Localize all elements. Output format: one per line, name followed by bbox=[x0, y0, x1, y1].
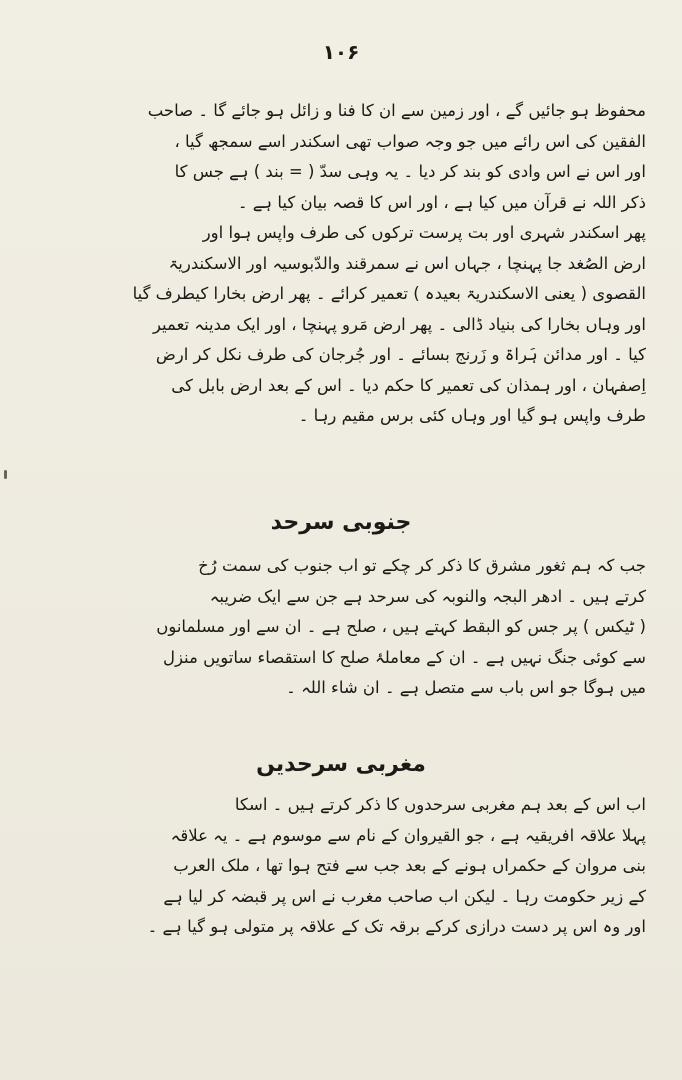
section-heading-southern-border: جنوبی سرحد bbox=[270, 510, 412, 535]
paragraph-block-2 bbox=[58, 551, 646, 704]
paragraph-block-3 bbox=[58, 790, 646, 943]
text-line: طرف واپس ہو گیا اور وہاں کئی برس مقیم رہا ۔ bbox=[298, 406, 646, 425]
text-line: سے کوئی جنگ نہیں ہے ۔ ان کے معاملۂ صلح کا استقصاء ساتویں منزل bbox=[162, 647, 646, 667]
text-line: اور وہاں بخارا کی بنیاد ڈالی ۔ پھر ارض مَرو پہنچا ، اور ایک مدینہ تعمیر bbox=[152, 314, 646, 334]
text-line: محفوظ ہو جائیں گے ، اور زمین سے ان کا فنا و زائل ہو جائے گا ۔ صاحب bbox=[147, 101, 646, 120]
text-line: الفقین کی اس رائے میں جو وجہ صواب تھی اسکندر اسے سمجھ گیا ، bbox=[174, 131, 646, 151]
text-line: اِصفہان ، اور ہمذان کی تعمیر کا حکم دیا ۔ اس کے بعد ارض بابل کی bbox=[171, 375, 646, 395]
page-number: ۱۰۶ bbox=[322, 40, 360, 64]
page-edge-mark bbox=[4, 470, 7, 479]
text-line: ارض الصُغد جا پہنچا ، جہاں اس نے سمرقند والدّبوسیہ اور الاسکندریۃ bbox=[168, 253, 646, 273]
text-line: کیا ۔ اور مدائن ہَراۃ و زَرنج بسائے ۔ اور جُرجان کی طرف نکل کر ارض bbox=[155, 345, 646, 364]
text-line: کے زیر حکومت رہا ۔ لیکن اب صاحب مغرب نے اس پر قبضہ کر لیا ہے bbox=[163, 886, 646, 906]
text-line: ذکر اللہ نے قرآن میں کیا ہے ، اور اس کا قصہ بیان کیا ہے ۔ bbox=[237, 192, 646, 212]
paragraph-block-1 bbox=[58, 96, 646, 432]
text-line: میں ہوگا جو اس باب سے متصل ہے ۔ ان شاء اللہ ۔ bbox=[286, 678, 646, 697]
text-line: جب کہ ہم ثغور مشرق کا ذکر کر چکے تو اب جنوب کی سمت رُخ bbox=[198, 556, 646, 575]
text-line: اور اس نے اس وادی کو بند کر دیا ۔ یہ وہی سدّ ( = بند ) ہے جس کا bbox=[174, 162, 646, 181]
text-line: پہلا علاقہ افریقیہ ہے ، جو القیروان کے نام سے موسوم ہے ۔ یہ علاقہ bbox=[170, 825, 646, 845]
text-line: بنی مروان کے حکمراں ہونے کے بعد جب سے فتح ہوا تھا ، ملک العرب bbox=[173, 856, 646, 875]
text-line: پھر اسکندر شہری اور بت پرست ترکوں کی طرف واپس ہوا اور bbox=[202, 223, 646, 242]
text-line: القصوی ( یعنی الاسکندریۃ بعیدہ ) تعمیر کرائے ۔ پھر ارض بخارا کیطرف گیا bbox=[132, 284, 646, 303]
section-heading-western-borders: مغربی سرحدیں bbox=[256, 752, 426, 777]
text-line: اب اس کے بعد ہم مغربی سرحدوں کا ذکر کرتے ہیں ۔ اسکا bbox=[234, 795, 646, 814]
text-line: ( ٹیکس ) پر جس کو البقط کہتے ہیں ، صلح ہے ۔ ان سے اور مسلمانوں bbox=[156, 617, 646, 636]
text-line: اور وہ اس پر دست درازی کرکے برقہ تک کے علاقہ پر متولی ہو گیا ہے ۔ bbox=[147, 917, 646, 936]
text-line: کرتے ہیں ۔ ادھر البجہ والنوبہ کی سرحد ہے جن سے ایک ضریبہ bbox=[209, 586, 646, 606]
